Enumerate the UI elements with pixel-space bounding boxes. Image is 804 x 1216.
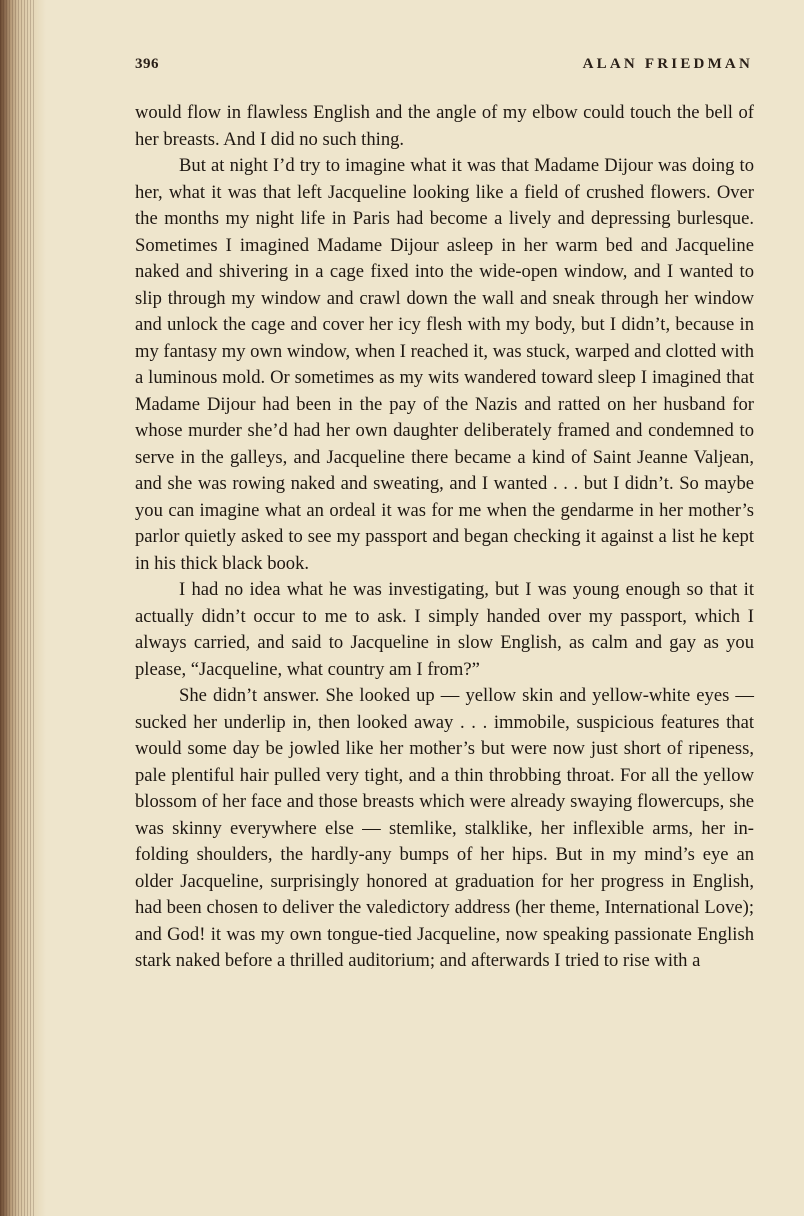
page-edges [0,0,34,1216]
running-head: ALAN FRIEDMAN [582,56,753,72]
page-header [135,56,753,80]
body-text [135,100,754,975]
paragraph-2: But at night I’d try to imagine what it was that Madame Dijour was doing to her, what it was that left Jacqueline looking like a field of crushed flowers. Over the months my night life in Paris had become a lively and depressing burlesque. Sometimes I imagined Madame Dijour asleep in her warm bed and Jacqueline naked and shivering in a cage fixed into the wide-open window, and I wanted to slip through my window and crawl down the wall and sneak through her window and unlock the cage and cover her icy flesh with my body, but I didn’t, because in my fantasy my own window, when I reached it, was stuck, warped and clotted with a luminous mold. Or sometimes as my wits wandered toward sleep I imagined that Madame Dijour had been in the pay of the Nazis and ratted on her husband for whose murder she’d had her own daughter deliberately framed and condemned to serve in the galleys, and Jacqueline there became a kind of Saint Jeanne Valjean, and she was rowing naked and sweating, and I wanted . . . but I didn’t. So maybe you can imagine what an ordeal it was for me when the gendarme in her mother’s parlor quietly asked to see my passport and began checking it against a list he kept in his thick black book. [135,155,754,574]
paragraph-4: She didn’t answer. She looked up — yellow skin and yellow-white eyes — sucked her underlip in, then looked away . . . immobile, suspicious features that would some day be jowled like her mother’s but were now just short of ripeness, pale plentiful hair pulled very tight, and a thin throbbing throat. For all the yellow blossom of her face and those breasts which were already swaying flowercups, she was skinny everywhere else — stemlike, stalklike, her inflexible arms, her in-folding shoulders, the hardly-any bumps of her hips. But in my mind’s eye an older Jacqueline, surprisingly honored at graduation for her progress in English, had been chosen to deliver the valedictory address (her theme, International Love); and God! it was my own tongue-tied Jacqueline, now speaking passionate English stark naked before a thrilled auditorium; and afterwards I tried to rise with a [135,685,754,971]
paragraph-3: I had no idea what he was investigating, but I was young enough so that it actually didn’t occur to me to ask. I simply handed over my passport, which I always carried, and said to Jacqueline in slow English, as calm and gay as you please, “Jacqueline, what country am I from?” [135,579,754,680]
page-number: 396 [135,56,159,72]
paragraph-1: would flow in flawless English and the angle of my elbow could touch the bell of her breasts. And I did no such thing. [135,102,754,150]
